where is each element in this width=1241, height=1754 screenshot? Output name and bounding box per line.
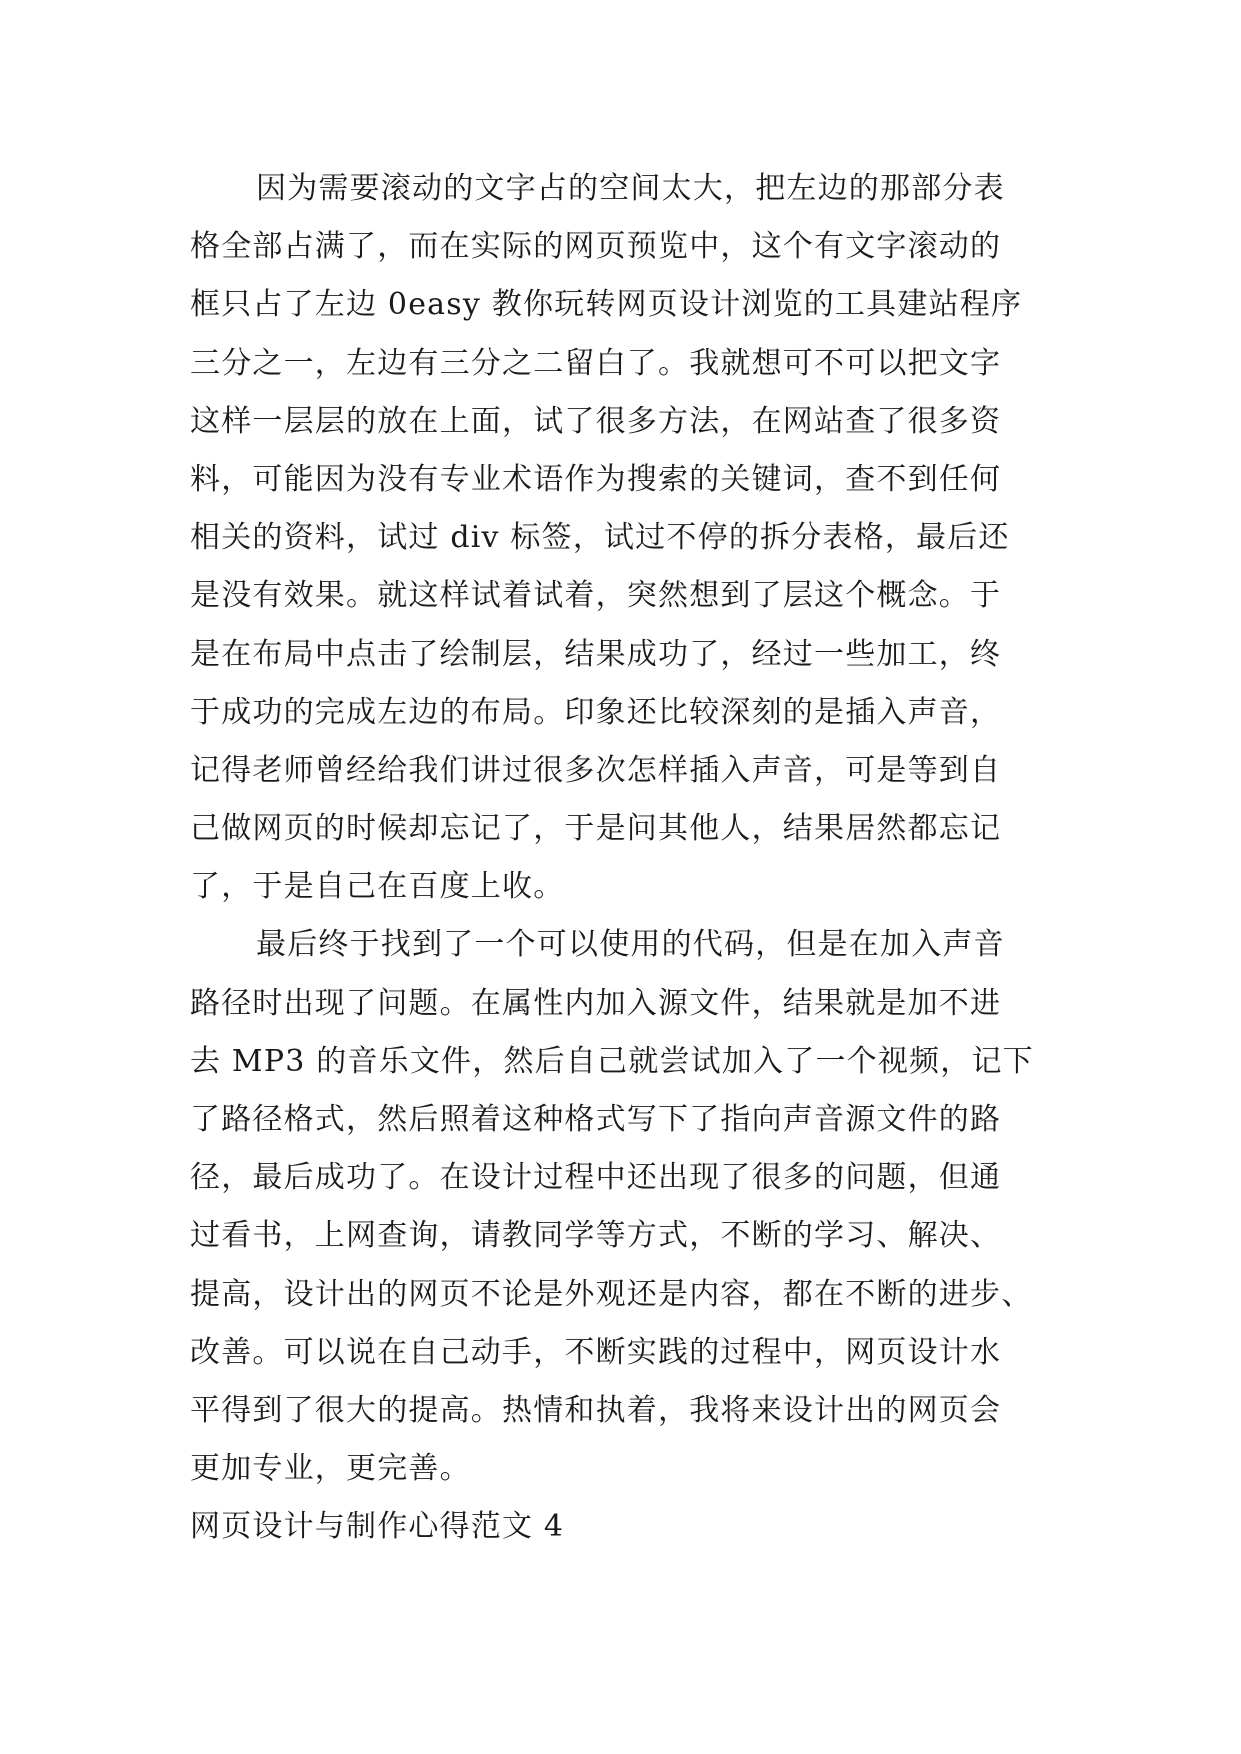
paragraph-line: 最后终于找到了一个可以使用的代码，但是在加入声音 bbox=[256, 927, 1005, 963]
paragraph-line: 框只占了左边 0easy 教你玩转网页设计浏览的工具建站程序 bbox=[190, 287, 1023, 323]
paragraph-line: 三分之一，左边有三分之二留白了。我就想可不可以把文字 bbox=[190, 345, 1002, 381]
paragraph-line: 去 MP3 的音乐文件，然后自己就尝试加入了一个视频，记下 bbox=[190, 1043, 1034, 1079]
paragraph-line: 记得老师曾经给我们讲过很多次怎样插入声音，可是等到自 bbox=[190, 752, 1002, 788]
paragraph-line: 平得到了很大的提高。热情和执着，我将来设计出的网页会 bbox=[190, 1392, 1002, 1428]
paragraph-line: 更加专业，更完善。 bbox=[190, 1451, 471, 1487]
paragraph-line: 料，可能因为没有专业术语作为搜索的关键词，查不到任何 bbox=[190, 461, 1002, 497]
paragraph-line: 了路径格式，然后照着这种格式写下了指向声音源文件的路 bbox=[190, 1102, 1002, 1137]
paragraph-line: 了，于是自己在百度上收。 bbox=[190, 869, 565, 905]
paragraph-line: 提高，设计出的网页不论是外观还是内容，都在不断的进步、 bbox=[190, 1276, 1033, 1312]
paragraph-line: 于成功的完成左边的布局。印象还比较深刻的是插入声音， bbox=[190, 694, 1002, 730]
section-heading: 网页设计与制作心得范文 4 bbox=[190, 1509, 565, 1545]
paragraph-line: 改善。可以说在自己动手，不断实践的过程中，网页设计水 bbox=[190, 1334, 1002, 1370]
paragraph-line: 路径时出现了问题。在属性内加入源文件，结果就是加不进 bbox=[190, 985, 1002, 1021]
paragraph-line: 因为需要滚动的文字占的空间太大，把左边的那部分表 bbox=[256, 171, 1005, 206]
paragraph-line: 过看书，上网查询，请教同学等方式，不断的学习、解决、 bbox=[190, 1218, 1002, 1254]
paragraph-line: 这样一层层的放在上面，试了很多方法，在网站查了很多资 bbox=[190, 403, 1002, 439]
document-body bbox=[190, 160, 1070, 1557]
paragraph-line: 是没有效果。就这样试着试着，突然想到了层这个概念。于 bbox=[190, 578, 1002, 614]
paragraph-1 bbox=[190, 160, 1070, 916]
paragraph-line: 是在布局中点击了绘制层，结果成功了，经过一些加工，终 bbox=[190, 636, 1002, 672]
paragraph-line: 己做网页的时候却忘记了，于是问其他人，结果居然都忘记 bbox=[190, 811, 1002, 847]
paragraph-line: 相关的资料，试过 div 标签，试过不停的拆分表格，最后还 bbox=[190, 520, 1010, 556]
paragraph-line: 格全部占满了，而在实际的网页预览中，这个有文字滚动的 bbox=[190, 229, 1002, 265]
paragraph-2 bbox=[190, 916, 1070, 1498]
paragraph-line: 径，最后成功了。在设计过程中还出现了很多的问题，但通 bbox=[190, 1160, 1002, 1196]
